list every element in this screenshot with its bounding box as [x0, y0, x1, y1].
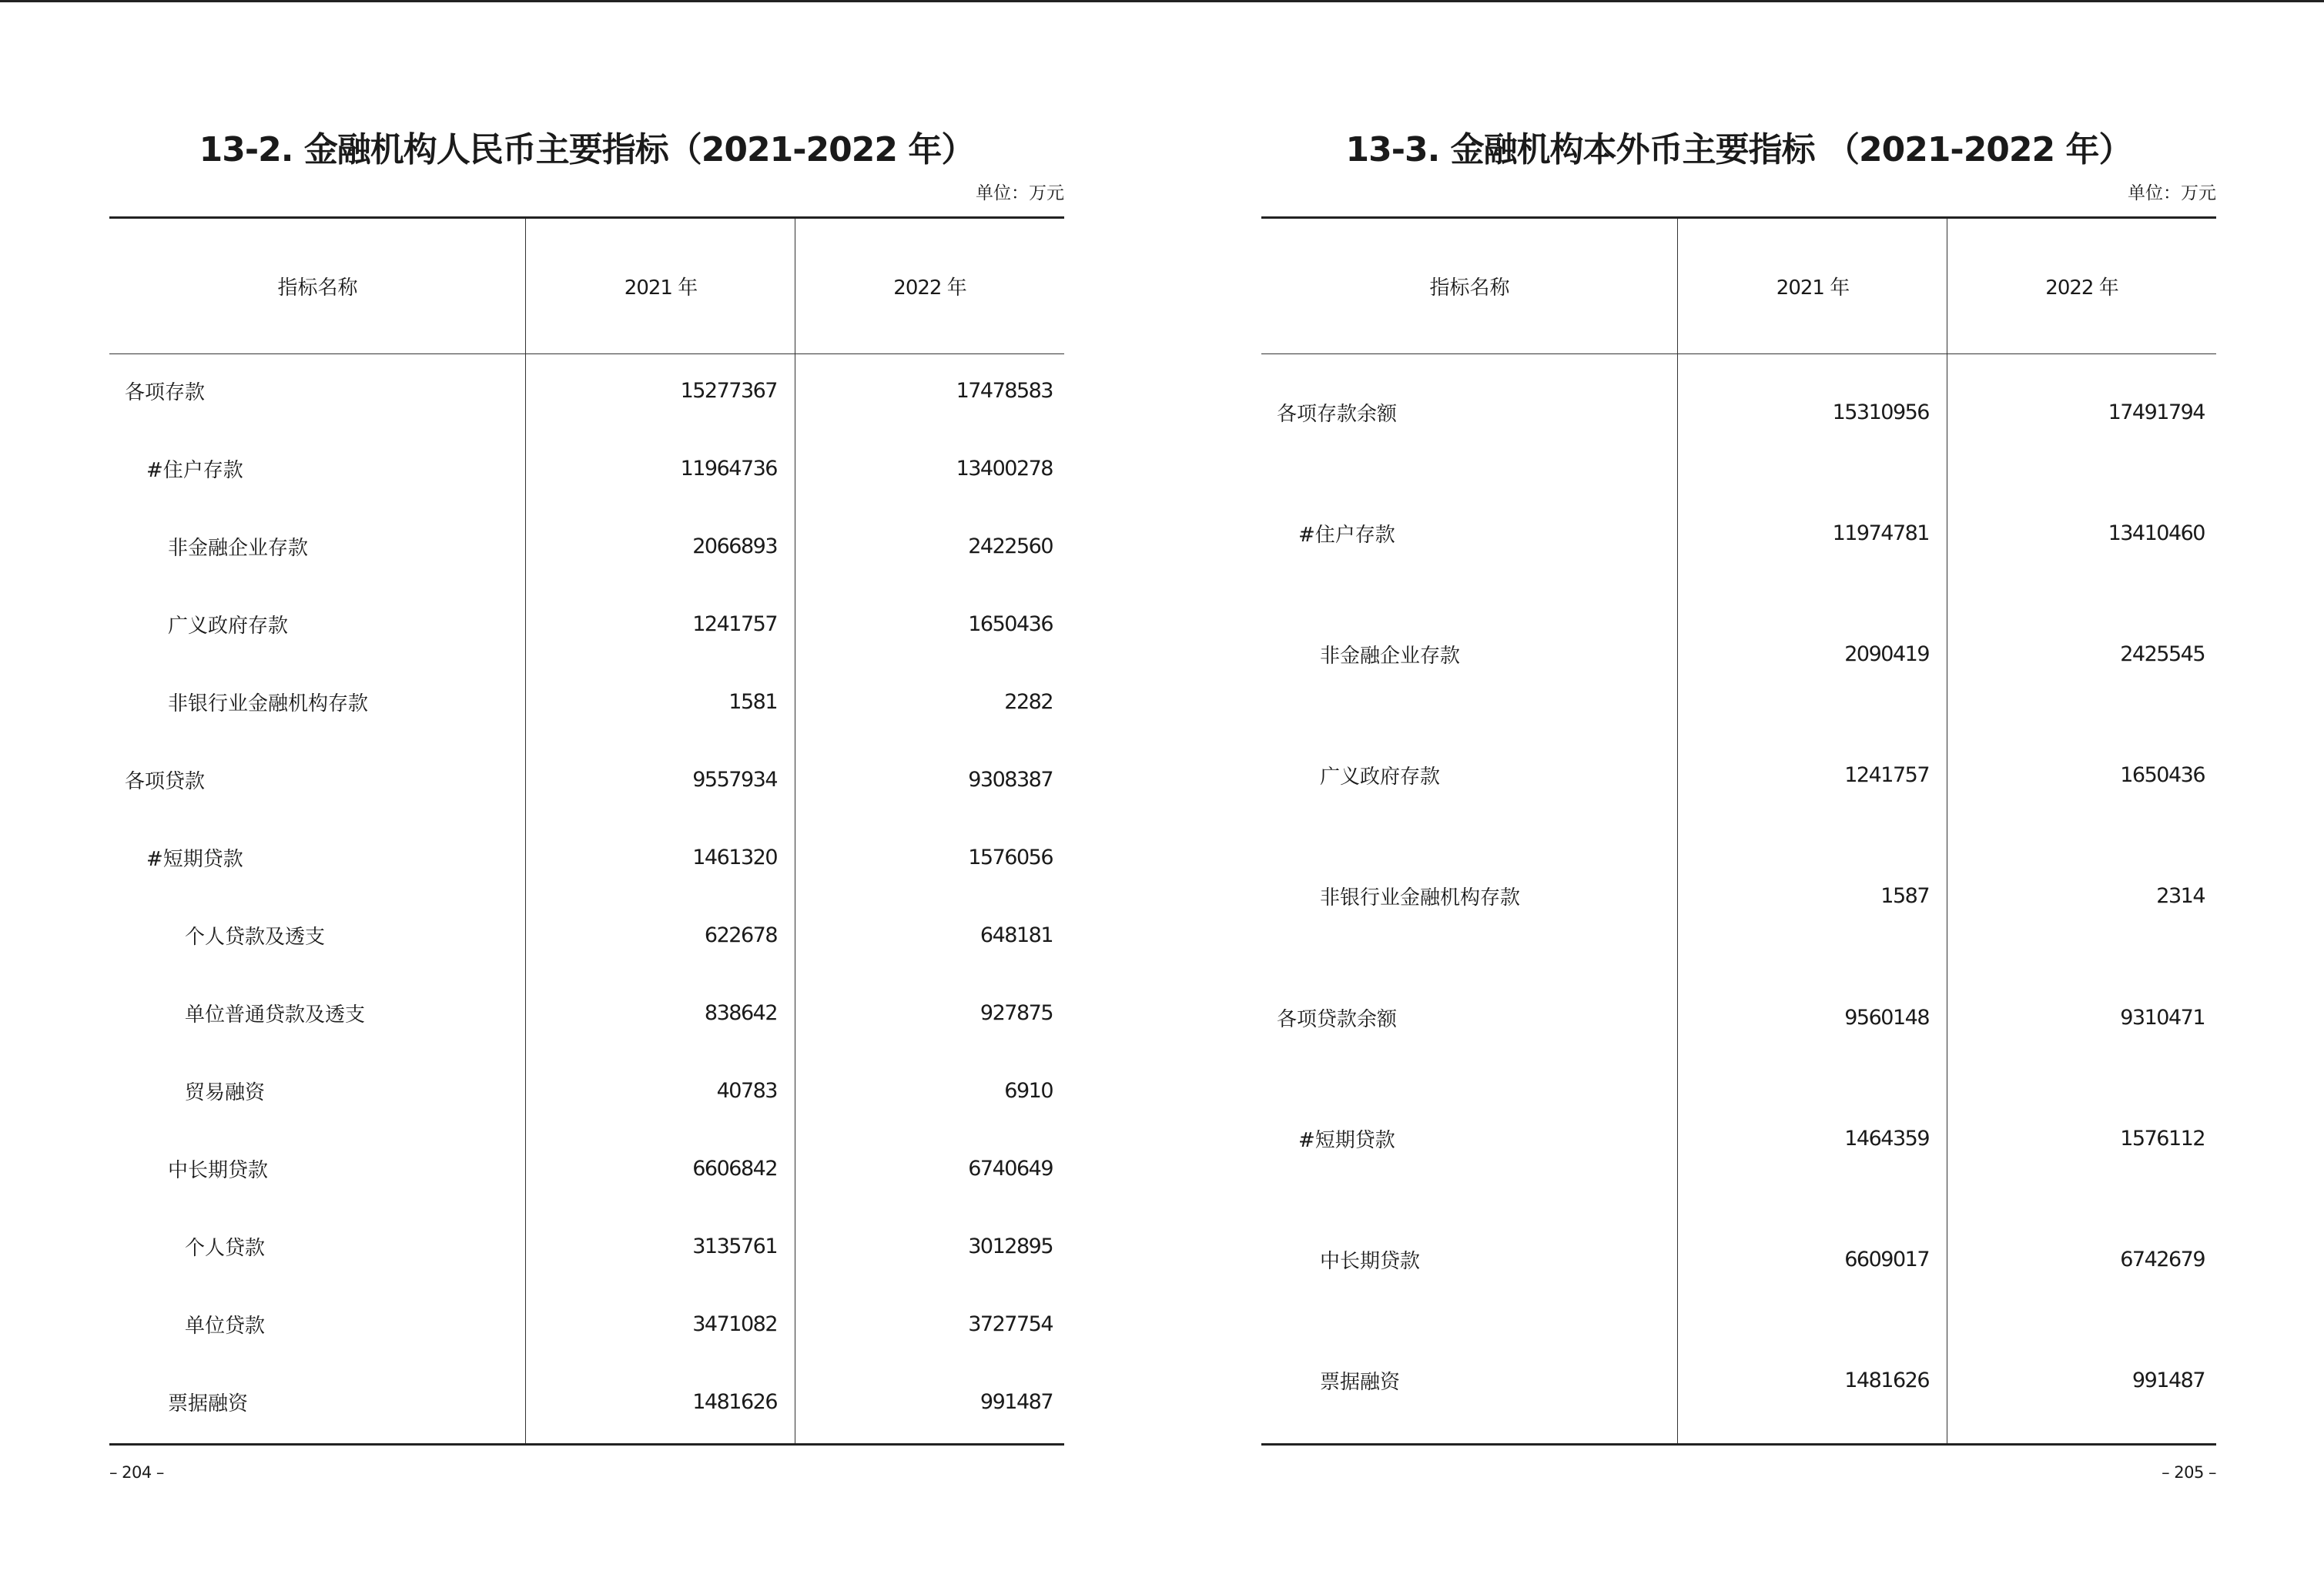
value-2021: 1461320: [692, 846, 777, 869]
value-2021: 1581: [728, 690, 777, 714]
value-2022: 1650436: [968, 612, 1053, 636]
indicator-name: 个人贷款: [185, 1237, 266, 1260]
value-2021: 2066893: [692, 534, 777, 558]
value-2022: 1650436: [2120, 763, 2205, 788]
value-2021: 1587: [1880, 884, 1929, 909]
value-2021: 1481626: [692, 1390, 777, 1414]
value-2021: 9560148: [1844, 1005, 1929, 1030]
header-indicator-name: 指标名称: [1429, 276, 1510, 300]
indicator-name: 各项贷款余额: [1277, 1007, 1398, 1031]
value-2022: 1576112: [2120, 1126, 2205, 1151]
value-2021: 40783: [716, 1079, 777, 1103]
value-2021: 838642: [704, 1001, 777, 1025]
value-2022: 1576056: [968, 846, 1053, 869]
value-2022: 13400278: [956, 457, 1053, 481]
indicator-name: 票据融资: [168, 1392, 249, 1415]
table-row: [1261, 957, 2216, 1078]
value-2022: 2282: [1004, 690, 1053, 714]
value-2021: 1241757: [1844, 763, 1929, 788]
table-row: [109, 741, 1064, 819]
table-row: [109, 1285, 1064, 1363]
page-title: 13-2. 金融机构人民币主要指标（2021-2022 年）: [199, 130, 975, 169]
value-2021: 1481626: [1844, 1368, 1929, 1392]
value-2021: 11964736: [680, 457, 777, 481]
value-2021: 1464359: [1844, 1126, 1929, 1151]
value-2021: 11974781: [1832, 521, 1929, 546]
header-2022: 2022 年: [2045, 276, 2118, 300]
page-number: – 204 –: [109, 1463, 164, 1482]
table-row: [1261, 594, 2216, 715]
table-row: [1261, 1320, 2216, 1441]
indicator-name: 非金融企业存款: [168, 537, 309, 560]
indicator-name: 各项存款: [125, 381, 206, 404]
value-2021: 6609017: [1844, 1247, 1929, 1271]
indicator-name: 单位贷款: [185, 1315, 266, 1338]
value-2022: 2314: [2156, 884, 2205, 909]
indicator-name: 中长期贷款: [168, 1159, 269, 1182]
indicator-name: 票据融资: [1320, 1370, 1401, 1394]
value-2021: 9557934: [692, 768, 777, 792]
value-2022: 13410460: [2108, 521, 2205, 546]
page-right: [1261, 0, 2216, 1588]
value-2021: 2090419: [1844, 642, 1929, 667]
indicator-name: 单位普通贷款及透支: [185, 1003, 366, 1027]
table-row: [1261, 352, 2216, 473]
table-bottom-rule: [109, 1443, 1064, 1446]
value-2022: 9310471: [2120, 1005, 2205, 1030]
table-row: [109, 896, 1064, 974]
table-row: [109, 1363, 1064, 1441]
table-row: [109, 663, 1064, 741]
value-2022: 991487: [979, 1390, 1053, 1414]
table-row: [109, 1130, 1064, 1208]
value-2022: 6742679: [2120, 1247, 2205, 1271]
value-2021: 1241757: [692, 612, 777, 636]
indicator-name: 中长期贷款: [1320, 1249, 1421, 1273]
table-row: [1261, 473, 2216, 594]
value-2021: 3135761: [692, 1235, 777, 1258]
table-row: [109, 1052, 1064, 1130]
indicator-name: #短期贷款: [1298, 1128, 1395, 1152]
table-row: [1261, 715, 2216, 836]
header-indicator-name: 指标名称: [277, 276, 358, 300]
unit-label: 单位：万元: [2128, 183, 2216, 203]
value-2021: 15277367: [680, 379, 777, 403]
table-row: [109, 508, 1064, 585]
table-row: [1261, 836, 2216, 956]
value-2022: 3012895: [968, 1235, 1053, 1258]
header-2022: 2022 年: [893, 276, 966, 300]
value-2021: 3471082: [692, 1312, 777, 1336]
indicator-name: 贸易融资: [185, 1081, 266, 1104]
value-2022: 6910: [1004, 1079, 1053, 1103]
indicator-name: 个人贷款及透支: [185, 926, 326, 949]
indicator-name: 广义政府存款: [1320, 766, 1441, 789]
value-2022: 17478583: [956, 379, 1053, 403]
value-2022: 9308387: [968, 768, 1053, 792]
table-bottom-rule: [1261, 1443, 2216, 1446]
unit-label: 单位：万元: [976, 183, 1064, 203]
indicator-name: 广义政府存款: [168, 615, 289, 638]
table-row: [109, 819, 1064, 896]
indicator-name: #住户存款: [1298, 524, 1395, 548]
page-number: – 205 –: [2162, 1463, 2216, 1482]
table-row: [109, 430, 1064, 508]
table-row: [1261, 1199, 2216, 1320]
indicator-name: 非银行业金融机构存款: [168, 692, 369, 715]
indicator-name: 非银行业金融机构存款: [1320, 886, 1521, 910]
value-2022: 991487: [2131, 1368, 2205, 1392]
indicator-name: 非金融企业存款: [1320, 645, 1461, 668]
header-2021: 2021 年: [624, 276, 698, 300]
value-2022: 2425545: [2120, 642, 2205, 667]
value-2021: 622678: [704, 923, 777, 947]
table-row: [109, 585, 1064, 663]
table-row: [109, 974, 1064, 1052]
value-2022: 648181: [979, 923, 1053, 947]
value-2021: 15310956: [1832, 400, 1929, 425]
indicator-name: 各项存款余额: [1277, 403, 1398, 427]
value-2022: 2422560: [968, 534, 1053, 558]
table-row: [1261, 1078, 2216, 1199]
page-left: [109, 0, 1064, 1588]
value-2022: 927875: [979, 1001, 1053, 1025]
value-2022: 6740649: [968, 1157, 1053, 1181]
value-2022: 3727754: [968, 1312, 1053, 1336]
table-row: [109, 1208, 1064, 1285]
indicator-name: 各项贷款: [125, 770, 206, 793]
value-2022: 17491794: [2108, 400, 2205, 425]
page-title: 13-3. 金融机构本外币主要指标 （2021-2022 年）: [1345, 130, 2132, 169]
indicator-name: #短期贷款: [146, 848, 243, 871]
indicator-name: #住户存款: [146, 459, 243, 482]
table-row: [109, 352, 1064, 430]
value-2021: 6606842: [692, 1157, 777, 1181]
header-2021: 2021 年: [1776, 276, 1850, 300]
